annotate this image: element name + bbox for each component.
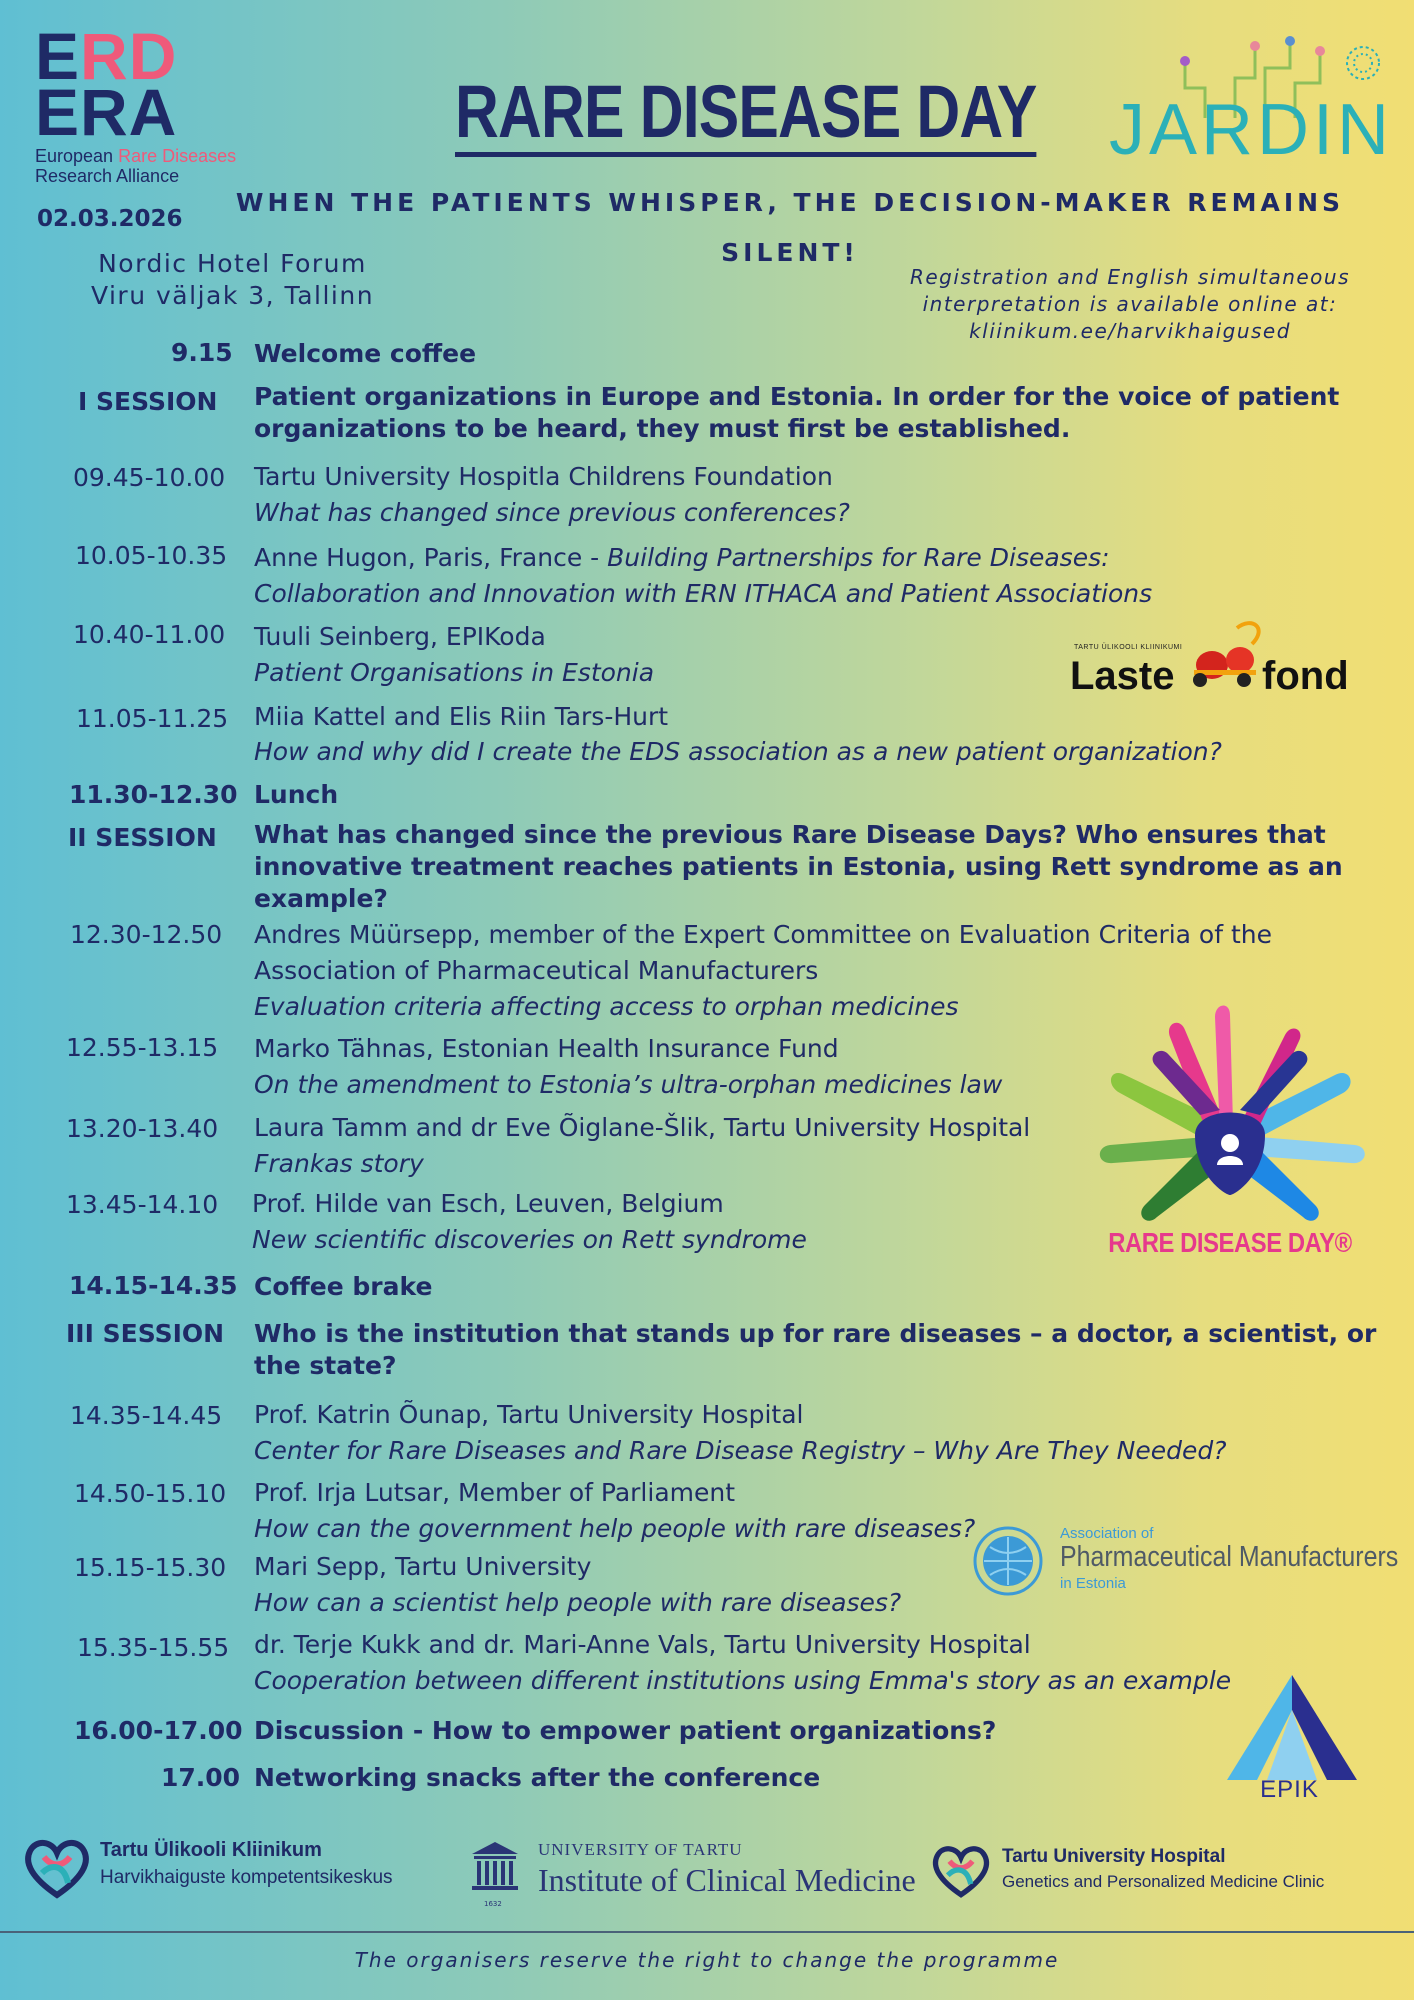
registration-link[interactable]: kliinikum.ee/harvikhaigused (969, 319, 1291, 343)
s1-item3-line2: Patient Organisations in Estonia (254, 658, 655, 687)
footer-disclaimer: The organisers reserve the right to change the programme (354, 1948, 1060, 1972)
tuh-line1: Tartu University Hospital (1002, 1846, 1226, 1867)
tuh-line2: Genetics and Personalized Medicine Clinic (1002, 1872, 1325, 1891)
ut-line2: Institute of Clinical Medicine (538, 1862, 916, 1898)
s2-item1-line1c: Association of Pharmaceutical Manufacturers (254, 956, 819, 985)
s1-item4-line2: How and why did I create the EDS association as a new patient organization? (254, 737, 1222, 766)
s2-item4-line1: Prof. Hilde van Esch, Leuven, Belgium (252, 1189, 724, 1218)
lastefond-word-a: Laste (1070, 654, 1175, 698)
event-date: 02.03.2026 (37, 206, 183, 232)
session2-title: What has changed since the previous Rare Disease Days? Who ensures that innovative treatment reaches patients in Estonia, using Rett syndrome as an example? (254, 820, 1343, 913)
s3-item2-line1: Prof. Irja Lutsar, Member of Parliament (254, 1478, 736, 1507)
networking-text: Networking snacks after the conference (254, 1763, 821, 1792)
apm-line1: Association of (1060, 1525, 1154, 1542)
ut-building-icon (470, 1840, 520, 1898)
subtitle-line2: SILENT! (721, 238, 859, 267)
registration-line2: interpretation is available online at: (922, 292, 1338, 316)
erdera-logo-bottom: ERA (35, 75, 178, 149)
s1-item2-topic: Building Partnerships for Rare Diseases: (607, 543, 1110, 572)
tuh-logo (930, 1840, 1370, 1910)
erdera-sub-a: European (35, 146, 119, 166)
tuk-logo (22, 1833, 462, 1903)
apm-logo (972, 1525, 1399, 1600)
subtitle-line1: WHEN THE PATIENTS WHISPER, THE DECISION-MAKER REMAINS (235, 188, 1345, 217)
erdera-logo-e: E (35, 19, 81, 93)
session2-label: II SESSION (68, 823, 217, 852)
erdera-sub-line2: Research Alliance (35, 166, 180, 186)
venue-line1: Nordic Hotel Forum (98, 249, 367, 278)
s1-item3-line1: Tuuli Seinberg, EPIKoda (254, 622, 546, 651)
session3-title: Who is the institution that stands up for rare diseases – a doctor, a scientist, or the state? (254, 1319, 1377, 1380)
tuk-line1: Tartu Ülikooli Kliinikum (100, 1839, 322, 1861)
ut-year: 1632 (484, 1900, 502, 1908)
s1-item1-line2: What has changed since previous conferences? (254, 498, 850, 527)
erdera-sub-b: Rare Diseases (118, 146, 237, 166)
tuk-heart-icon (22, 1833, 92, 1901)
apm-line2: Pharmaceutical Manufacturers (1060, 1541, 1399, 1573)
s1-item4-line1: Miia Kattel and Elis Riin Tars-Hurt (254, 702, 669, 731)
s1-item2-line2: Collaboration and Innovation with ERN ITHACA and Patient Associations (254, 579, 1153, 608)
s2-item1-line2: Evaluation criteria affecting access to orphan medicines (254, 992, 959, 1021)
s1-item2-time: 10.05-10.35 (75, 541, 228, 570)
lunch-text: Lunch (254, 780, 339, 809)
tuh-heart-icon (930, 1840, 992, 1900)
jardin-wordmark: JARDIN (1109, 90, 1394, 170)
networking-time: 17.00 (161, 1763, 241, 1792)
rare-disease-day-logo (1085, 1005, 1375, 1270)
epik-wordmark: EPIK (1260, 1776, 1319, 1803)
lastefond-small-text: TARTU ÜLIKOOLI KLIINIKUMI (1074, 644, 1183, 651)
jardin-logo (1105, 28, 1394, 170)
venue (70, 248, 395, 312)
coffee-text: Coffee brake (254, 1272, 433, 1301)
hands-icon (1085, 1005, 1375, 1230)
s3-item3-time: 15.15-15.30 (74, 1553, 227, 1582)
s2-item3-line2: Frankas story (254, 1149, 424, 1178)
welcome-time: 9.15 (171, 338, 233, 367)
s2-item2-line2: On the amendment to Estonia’s ultra-orphan medicines law (254, 1070, 1003, 1099)
footer-divider (0, 1931, 1414, 1933)
s3-item1-line2: Center for Rare Diseases and Rare Disease Registry – Why Are They Needed? (254, 1436, 1227, 1465)
erdera-logo-rd: RD (80, 19, 178, 93)
epik-logo (1222, 1670, 1357, 1810)
s1-item1-time: 09.45-10.00 (73, 463, 226, 492)
session1-title: Patient organizations in Europe and Estonia. In order for the voice of patient organizations to be heard, they must first be established. (254, 382, 1340, 443)
s1-item4-time: 11.05-11.25 (76, 704, 229, 733)
apm-line3: in Estonia (1060, 1575, 1126, 1592)
discussion-text: Discussion - How to empower patient organizations? (254, 1716, 997, 1745)
s1-item2-speaker: Anne Hugon, Paris, France - (254, 543, 608, 572)
s1-item1-line1: Tartu University Hospitla Childrens Foundation (254, 462, 833, 491)
s2-item3-time: 13.20-13.40 (66, 1114, 219, 1143)
s3-item2-line2: How can the government help people with rare diseases? (254, 1514, 976, 1543)
s3-item4-time: 15.35-15.55 (77, 1633, 230, 1662)
s1-item2-line1 (254, 540, 1110, 575)
ut-logo (470, 1838, 920, 1913)
registration-line1: Registration and English simultaneous (909, 265, 1351, 289)
s3-item3-line2: How can a scientist help people with rare diseases? (254, 1588, 902, 1617)
session3-label: III SESSION (66, 1319, 225, 1348)
page-title: RARE DISEASE DAY (455, 74, 1036, 157)
s2-item1-time: 12.30-12.50 (70, 920, 223, 949)
s2-item2-line1: Marko Tähnas, Estonian Health Insurance Fund (254, 1034, 839, 1063)
s3-item1-line1: Prof. Katrin Õunap, Tartu University Hospital (254, 1400, 804, 1429)
session1-label: I SESSION (78, 387, 218, 416)
s2-item1-line1: Andres Müürsepp, member of the Expert Committee on Evaluation Criteria of the (254, 920, 1273, 949)
welcome-text: Welcome coffee (254, 339, 477, 368)
rdd-wordmark: RARE DISEASE DAY® (1108, 1227, 1352, 1258)
s3-item4-line2: Cooperation between different institutions using Emma's story as an example (254, 1666, 1232, 1695)
epik-triangle-icon (1222, 1670, 1357, 1780)
s3-item4-line1: dr. Terje Kukk and dr. Mari-Anne Vals, Tartu University Hospital (254, 1630, 1031, 1659)
coffee-time: 14.15-14.35 (69, 1271, 238, 1300)
erdera-logo (35, 19, 275, 186)
s2-item2-time: 12.55-13.15 (66, 1033, 219, 1062)
discussion-time: 16.00-17.00 (74, 1716, 243, 1745)
s3-item1-time: 14.35-14.45 (70, 1401, 223, 1430)
s2-item4-time: 13.45-14.10 (66, 1190, 219, 1219)
s2-item3-line1: Laura Tamm and dr Eve Õiglane-Šlik, Tartu University Hospital (254, 1113, 1031, 1142)
lastefond-logo (1070, 620, 1370, 700)
lastefond-word-b: fond (1262, 654, 1349, 698)
s2-item4-line2: New scientific discoveries on Rett syndrome (252, 1225, 807, 1254)
lunch-time: 11.30-12.30 (69, 780, 238, 809)
globe-icon (972, 1525, 1044, 1597)
lastefond-toy-icon (1182, 620, 1272, 690)
tuk-line2: Harvikhaiguste kompetentsikeskus (100, 1867, 393, 1888)
s1-item3-time: 10.40-11.00 (73, 620, 226, 649)
venue-line2: Viru väljak 3, Tallinn (90, 281, 375, 310)
registration-info (890, 264, 1370, 345)
s3-item2-time: 14.50-15.10 (74, 1479, 227, 1508)
s3-item3-line1: Mari Sepp, Tartu University (254, 1552, 592, 1581)
ut-line1: UNIVERSITY OF TARTU (538, 1840, 743, 1859)
